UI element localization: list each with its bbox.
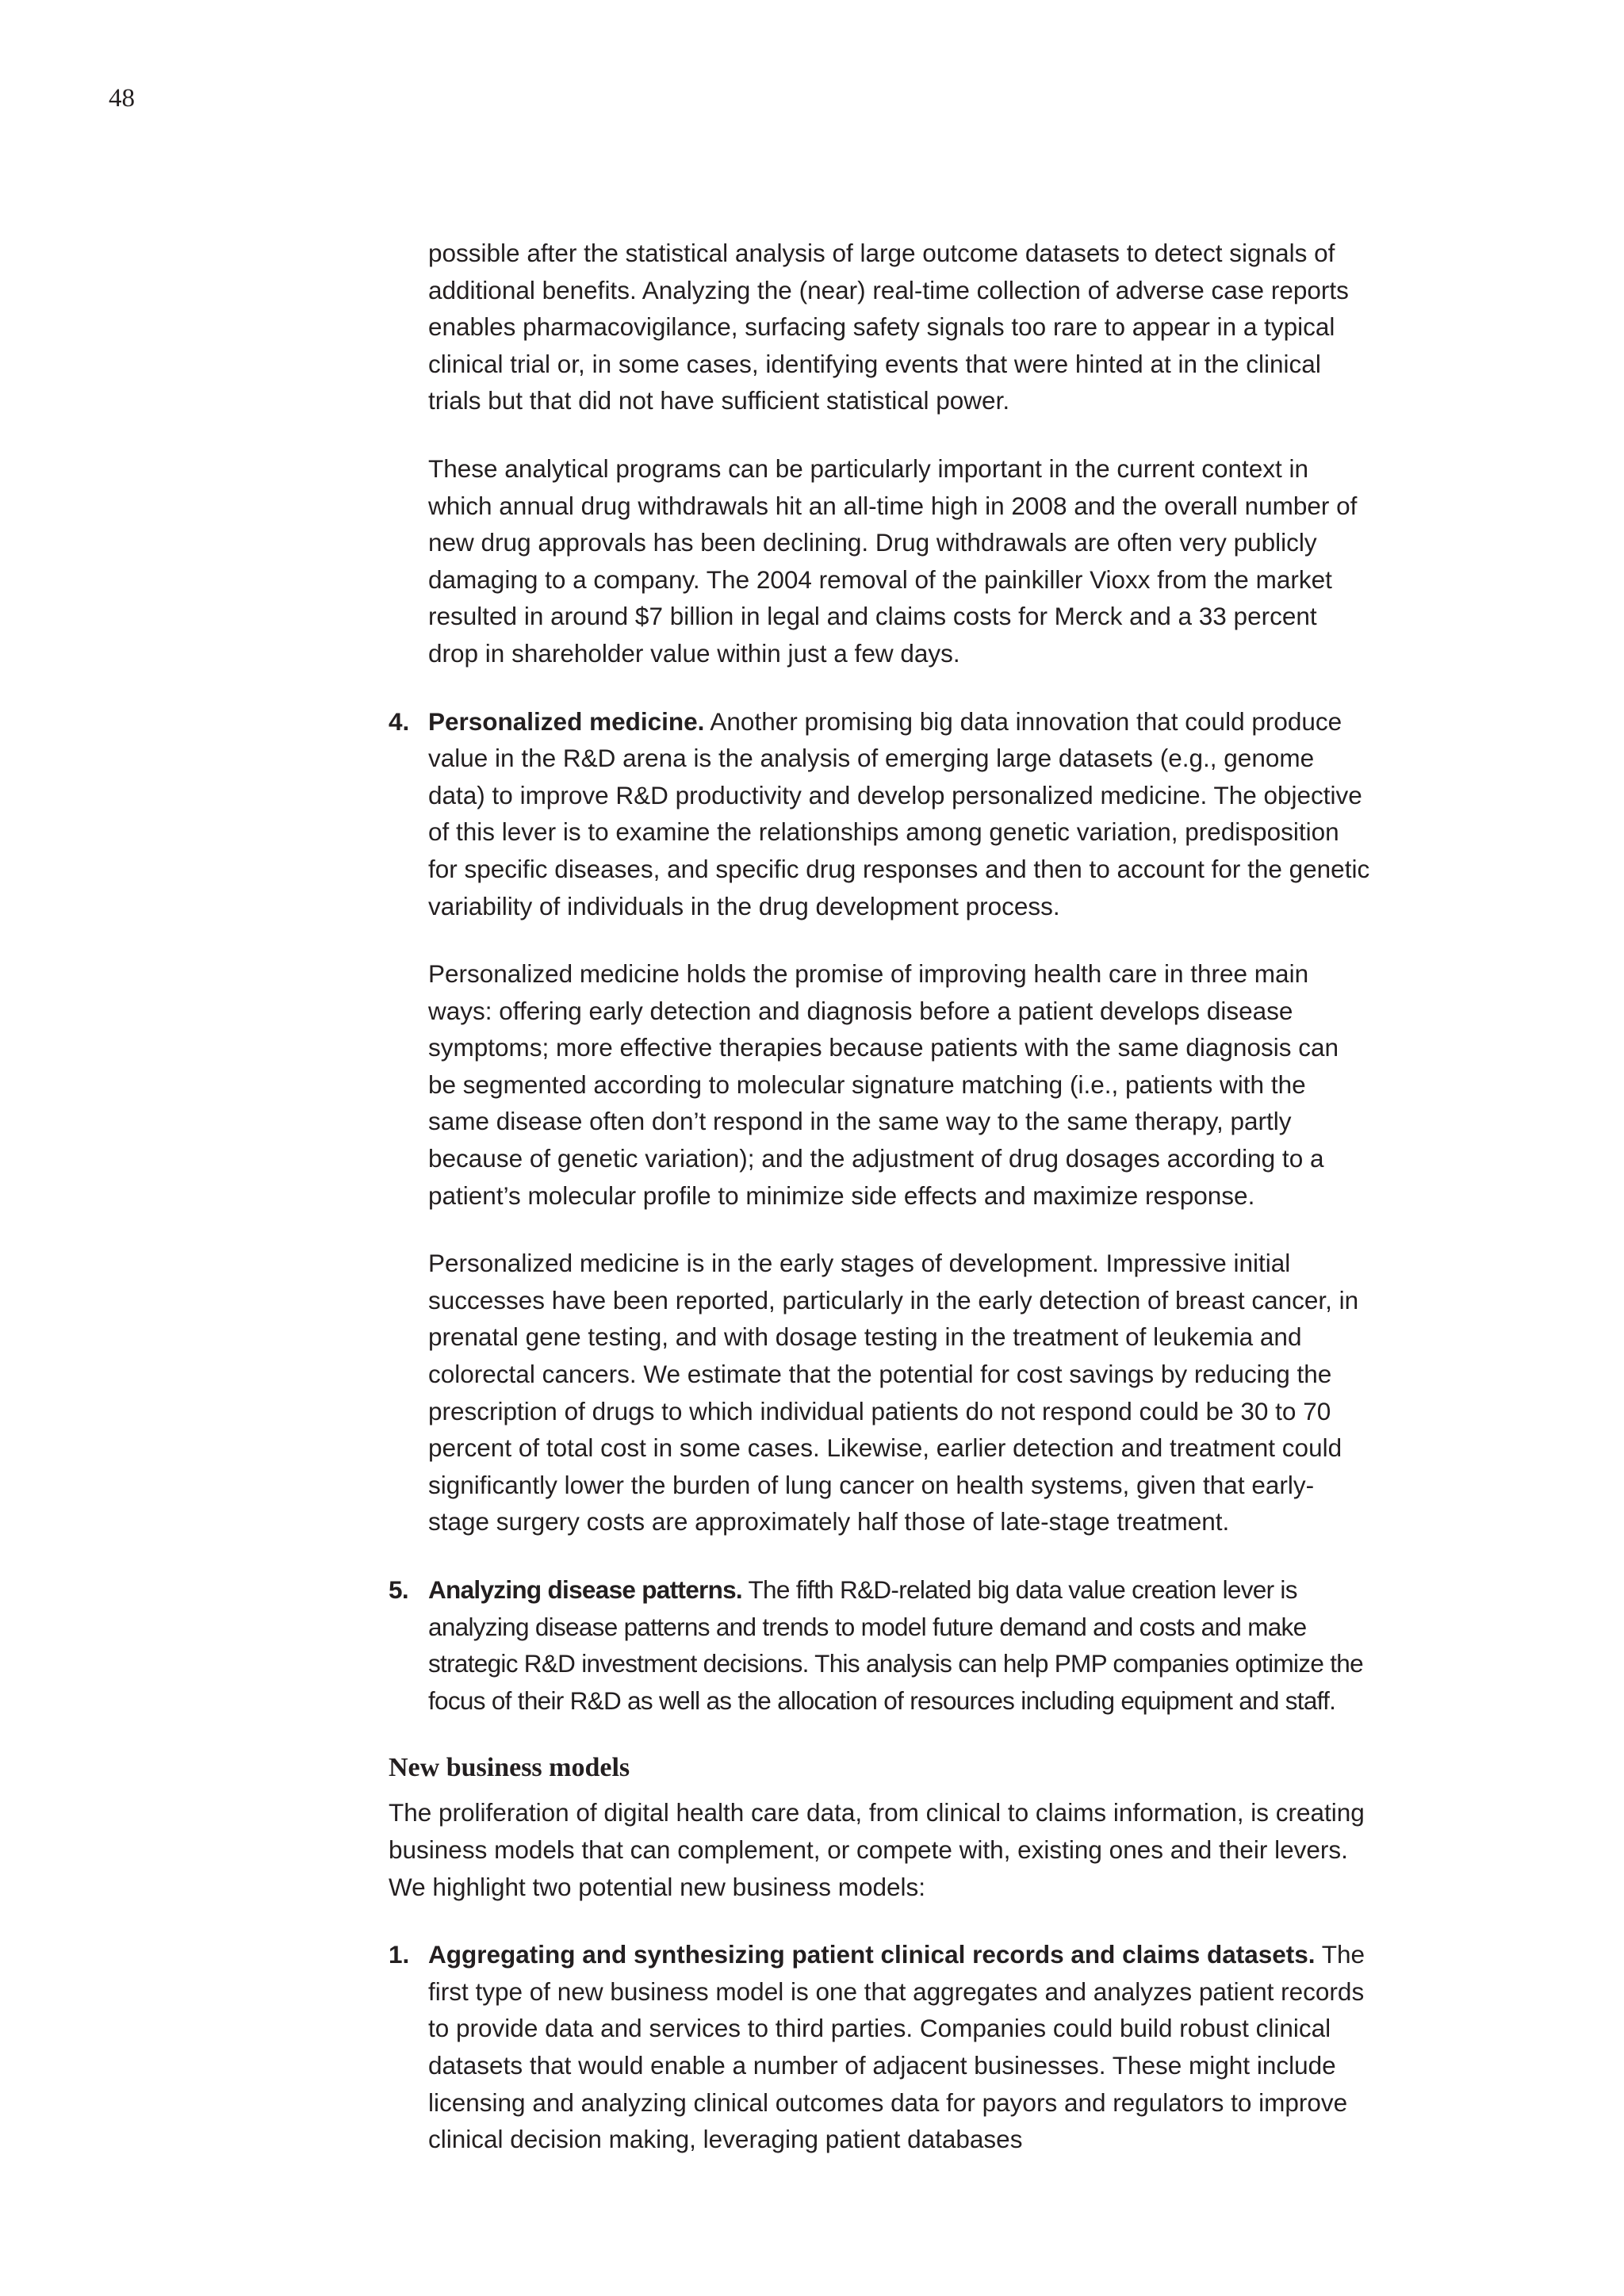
paragraph-personalized-medicine-stages: Personalized medicine is in the early stages of development. Impressive initial successes have been reported, particularly in the early detection of breast cancer, in prenatal gene testing, and with dosage testing in the treatment of leukemia and colorectal cancers. We estimate that the potential for cost savings by reducing the prescription of drugs to which individual patients do not respond could be 30 to 70 percent of total cost in some cases. Likewise, earlier detection and treatment could significantly lower the burden of lung cancer on health systems, given that early-stage surgery costs are approximately half those of late-stage treatment. — [428, 1249, 1359, 1536]
section-heading: New business models — [389, 1753, 630, 1783]
list-item-text: Another promising big data innovation that could produce value in the R&D arena is the analysis of emerging large datasets (e.g., genome data) to improve R&D productivity and develop personalized medicine. The objective of this lever is to examine the relationships among genetic variation, predisposition for specific diseases, and specific drug responses and then to account for the genetic variability of individuals in the drug development process. — [428, 706, 1370, 920]
list-item-aggregating-records — [389, 1936, 1372, 2158]
paragraph-personalized-medicine-promise: Personalized medicine holds the promise of improving health care in three main ways: offering early detection and diagnosis before a patient develops disease symptoms; more effective therapies because patients with the same diagnosis can be segmented according to molecular signature matching (i.e., patients with the same disease often don’t respond in the same way to the same therapy, partly because of genetic variation); and the adjustment of drug dosages according to a patient’s molecular profile to minimize side effects and maximize response. — [428, 959, 1339, 1210]
list-item-number: 5. — [389, 1575, 408, 1604]
list-item-number: 4. — [389, 706, 410, 736]
page-number: 48 — [109, 84, 135, 113]
list-item-number: 1. — [389, 1940, 410, 1969]
list-item-text: The fifth R&D-related big data value creation lever is analyzing disease patterns and trends to model future demand and costs and make strategic R&D investment decisions. This analysis can help PMP companies optimize the focus of their R&D as well as the allocation of resources including equipment and staff. — [428, 1575, 1363, 1715]
list-item-disease-patterns — [389, 1571, 1372, 1719]
paragraph-pharmacovigilance: possible after the statistical analysis of large outcome datasets to detect signals of additional benefits. Analyzing the (near) real-time collection of adverse case reports enables pharmacovigilance, surfacing safety signals too rare to appear in a typical clinical trial or, in some cases, identifying events that were hinted at in the clinical trials but that did not have sufficient statistical power. — [428, 239, 1349, 415]
list-item-lead: Aggregating and synthesizing patient clinical records and claims datasets. — [428, 1940, 1316, 1969]
list-item-lead: Personalized medicine. — [428, 706, 705, 736]
paragraph-drug-withdrawals: These analytical programs can be particularly important in the current context in which annual drug withdrawals hit an all-time high in 2008 and the overall number of new drug approvals has been declining. Drug withdrawals are often very publicly damaging to a company. The 2004 removal of the painkiller Vioxx from the market resulted in around $7 billion in legal and claims costs for Merck and a 33 percent drop in shareholder value within just a few days. — [428, 453, 1358, 668]
list-item-personalized-medicine — [389, 703, 1372, 925]
page-content — [389, 235, 1372, 2189]
list-item-text: The first type of new business model is one that aggregates and analyzes patient records to provide data and services to third parties. Companies could build robust clinical datasets that would enable a number of adjacent businesses. These might include licensing and analyzing clinical outcomes data for payors and regulators to improve clinical decision making, leveraging patient databases — [428, 1940, 1365, 2154]
section-intro: The proliferation of digital health care data, from clinical to claims information, is creating business models that can complement, or compete with, existing ones and their levers. We highlight two potential new business models: — [389, 1798, 1365, 1901]
list-item-lead: Analyzing disease patterns. — [428, 1575, 742, 1604]
